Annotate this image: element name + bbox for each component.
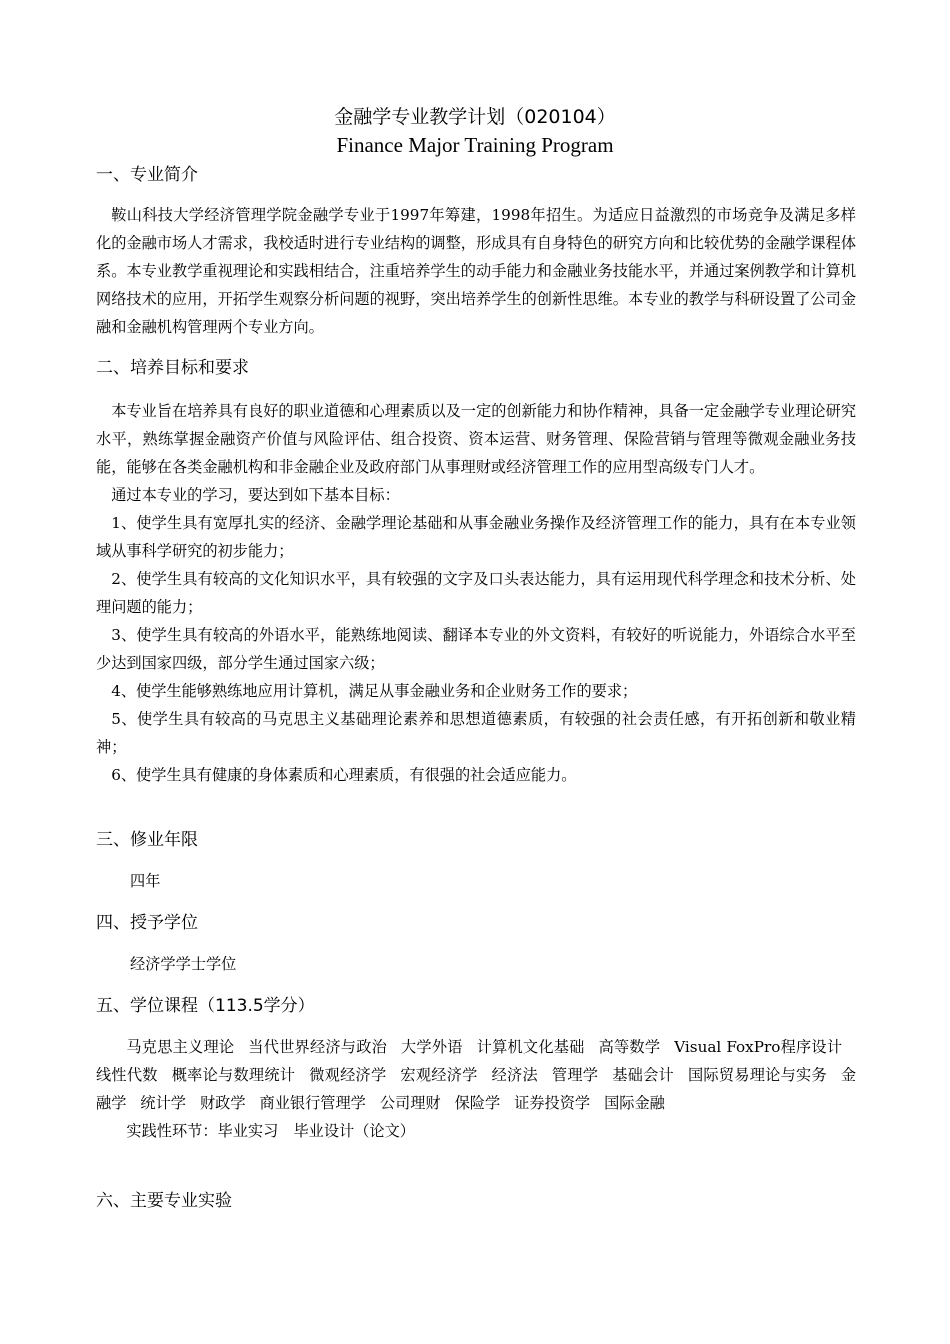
goal-item: 3、使学生具有较高的外语水平，能熟练地阅读、翻译本专业的外文资料，有较好的听说能力，外语综合水平至少达到国家四级，部分学生通过国家六级； (96, 626, 856, 672)
course-item: 计算机文化基础 (476, 1038, 585, 1056)
section-heading-duration: 三、修业年限 (96, 830, 198, 850)
section-body-intro (96, 201, 856, 341)
degree-value: 经济学学士学位 (130, 955, 237, 973)
duration-value: 四年 (130, 872, 161, 890)
document-title-cn: 金融学专业教学计划（020104） (334, 106, 616, 128)
course-item: 经济法 (491, 1066, 538, 1084)
course-item: 统计学 (140, 1094, 186, 1112)
course-item: 概率论与数理统计 (171, 1066, 296, 1084)
goal-item: 5、使学生具有较高的马克思主义基础理论素养和思想道德素质，有较强的社会责任感，有开拓创新和敬业精神； (96, 710, 856, 756)
section-heading-experiments: 六、主要专业实验 (96, 1191, 232, 1211)
course-item: 财政学 (199, 1094, 246, 1112)
course-item: 宏观经济学 (400, 1066, 478, 1084)
document-title-en: Finance Major Training Program (336, 133, 614, 157)
course-item: 证券投资学 (514, 1094, 591, 1112)
section-heading-courses: 五、学位课程（113.5学分） (96, 996, 315, 1016)
course-item: 管理学 (551, 1066, 599, 1084)
course-item: 公司理财 (379, 1094, 441, 1112)
goal-item: 6、使学生具有健康的身体素质和心理素质，有很强的社会适应能力。 (111, 766, 577, 784)
course-item: 基础会计 (612, 1066, 674, 1084)
section-body-goals (96, 397, 856, 789)
practice-line: 实践性环节：毕业实习 毕业设计（论文） (126, 1122, 415, 1140)
course-item: 国际金融 (604, 1094, 665, 1112)
course-item: 大学外语 (401, 1038, 463, 1056)
course-paragraph (96, 1033, 856, 1117)
course-item: 当代世界经济与政治 (248, 1038, 388, 1056)
goal-item: 4、使学生能够熟练地应用计算机，满足从事金融业务和企业财务工作的要求； (111, 682, 638, 700)
section-heading-intro: 一、专业简介 (96, 165, 198, 185)
course-item: 高等数学 (598, 1038, 661, 1056)
course-item: 商业银行管理学 (259, 1094, 366, 1112)
course-item: 国际贸易理论与实务 (687, 1066, 827, 1084)
goal-item: 1、使学生具有宽厚扎实的经济、金融学理论基础和从事金融业务操作及经济管理工作的能力，具有在本专业领域从事科学研究的初步能力； (96, 514, 856, 560)
goals-lead: 通过本专业的学习，要达到如下基本目标： (111, 486, 400, 504)
course-item: 马克思主义理论 (126, 1038, 235, 1056)
section-heading-degree: 四、授予学位 (96, 913, 198, 933)
goals-intro-paragraph: 本专业旨在培养具有良好的职业道德和心理素质以及一定的创新能力和协作精神，具备一定金融学专业理论研究水平，熟练掌握金融资产价值与风险评估、组合投资、资本运营、财务管理、保险营销与管理等微观金融业务技能，能够在各类金融机构和非金融企业及政府部门从事理财或经济管理工作的应用型高级专门人才。 (96, 402, 856, 476)
course-item: 保险学 (454, 1094, 501, 1112)
section-heading-goals: 二、培养目标和要求 (96, 358, 249, 378)
goal-item: 2、使学生具有较高的文化知识水平，具有较强的文字及口头表达能力，具有运用现代科学理念和技术分析、处理问题的能力； (96, 570, 856, 616)
course-item: Visual FoxPro程序设计 (674, 1038, 843, 1056)
intro-paragraph: 鞍山科技大学经济管理学院金融学专业于1997年筹建，1998年招生。为适应日益激烈的市场竞争及满足多样化的金融市场人才需求，我校适时进行专业结构的调整，形成具有自身特色的研究方向和比较优势的金融学课程体系。本专业教学重视理论和实践相结合，注重培养学生的动手能力和金融业务技能水平，并通过案例教学和计算机网络技术的应用，开拓学生观察分析问题的视野，突出培养学生的创新性思维。本专业的教学与科研设置了公司金融和金融机构管理两个专业方向。 (96, 206, 856, 336)
course-list (96, 1033, 856, 1145)
course-item: 微观经济学 (309, 1066, 387, 1084)
course-item: 金融学 (96, 1066, 857, 1112)
course-item: 线性代数 (96, 1066, 158, 1084)
